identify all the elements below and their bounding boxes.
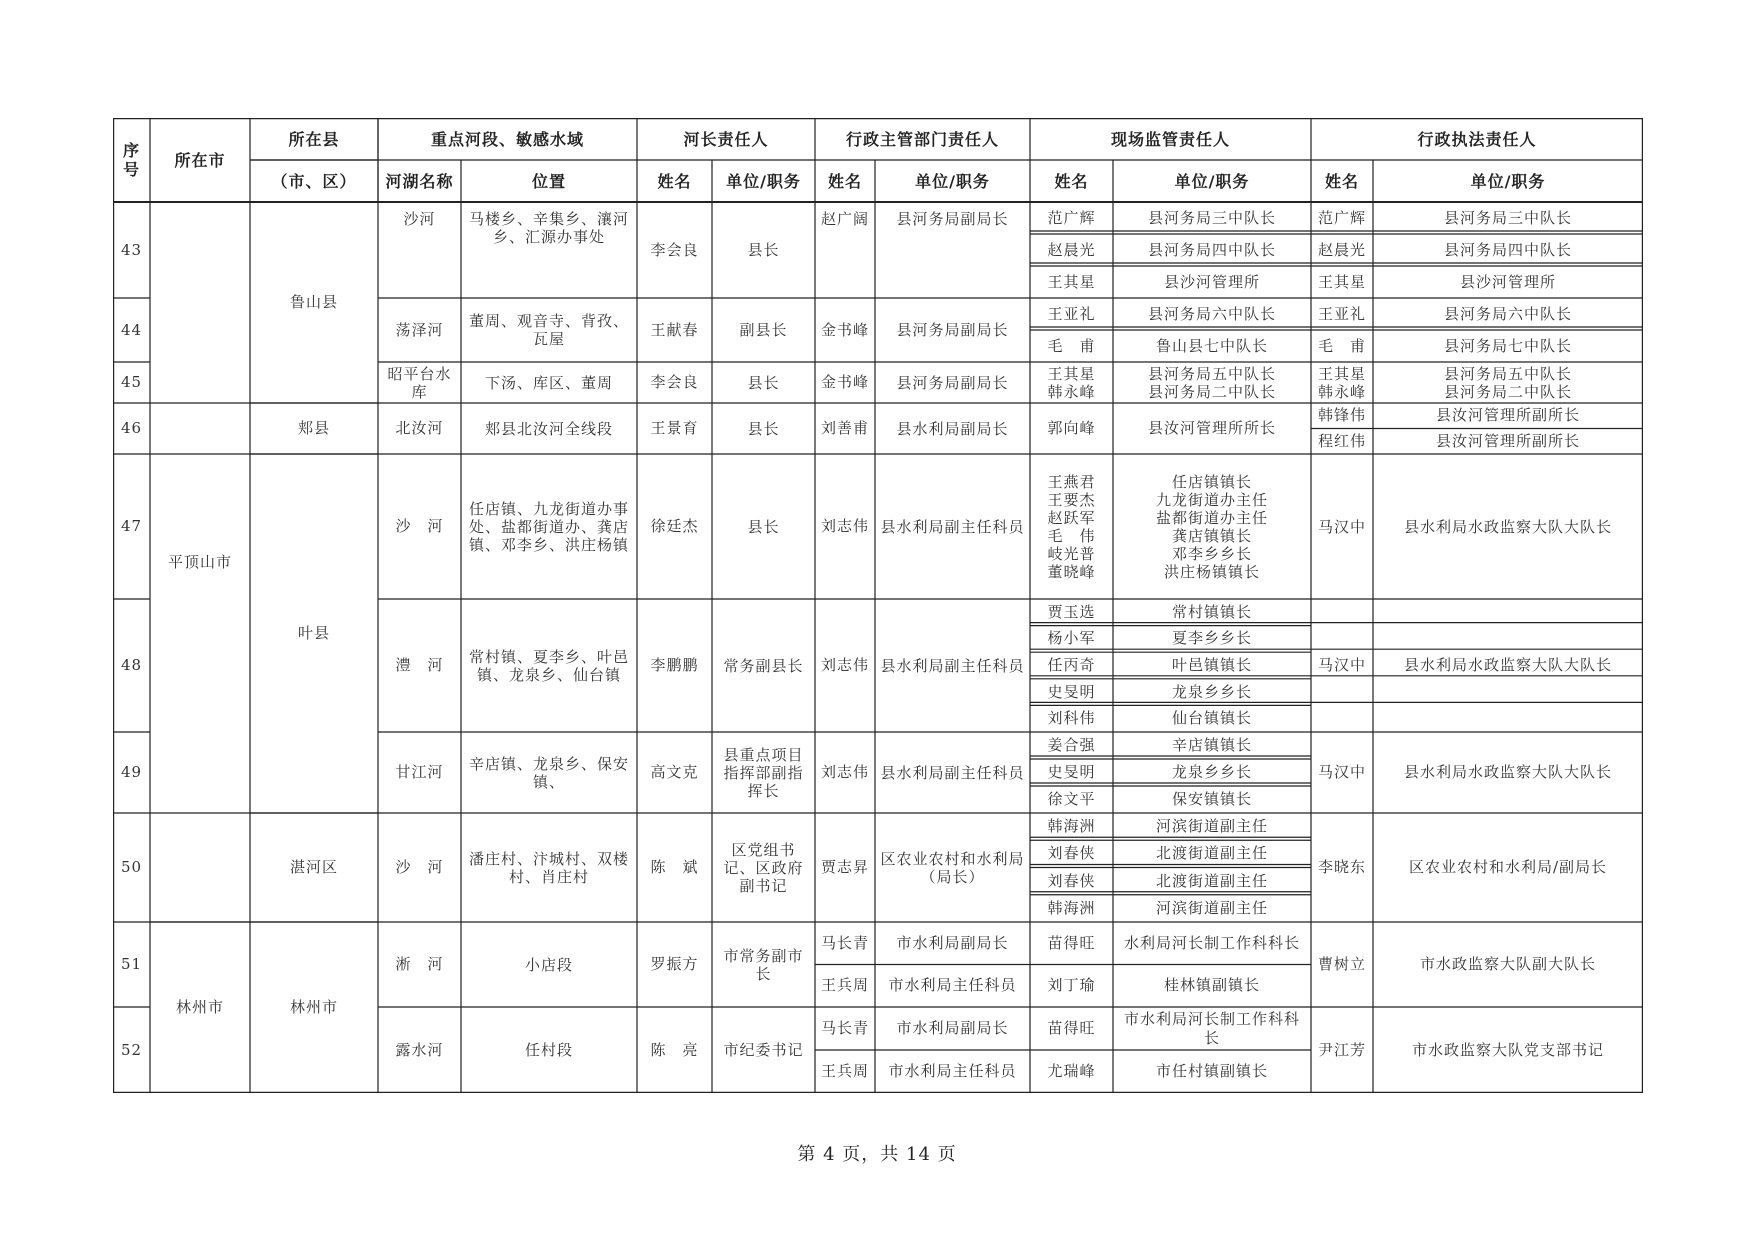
law-unit-cell: 县河务局三中队长 [1443, 208, 1572, 227]
law-unit-cell: 县水利局水政监察大队大队长 [1403, 763, 1612, 781]
header-name: 姓名 [827, 171, 862, 191]
chief-name-cell: 高文克 [650, 763, 699, 781]
admin-unit-cell: 县水利局副主任科员 [880, 517, 1025, 536]
chief-name-cell: 李鹏鹏 [650, 656, 699, 674]
site-unit-cell: 桂林镇副镇长 [1163, 976, 1260, 995]
law-unit-cell: 县河务局七中队长 [1443, 336, 1572, 355]
law-unit-cell [1373, 362, 1643, 403]
admin-name-cell: 王兵周 [820, 1062, 869, 1080]
law-name-cell: 王亚礼 [1317, 304, 1366, 323]
site-unit-cell [1113, 454, 1311, 599]
site-unit: 九龙街道办主任 [1155, 490, 1268, 509]
law-name: 王其星 [1317, 364, 1366, 383]
site-name-cell [1030, 362, 1113, 403]
seq-cell: 43 [120, 240, 143, 259]
header-water: 重点河段、敏感水域 [430, 129, 584, 149]
city-cell: 林州市 [175, 998, 224, 1016]
chief-unit-cell: 市纪委书记 [723, 1041, 804, 1059]
site-name: 王燕君 [1047, 472, 1096, 491]
site-unit-cell: 鲁山县七中队长 [1155, 336, 1268, 355]
law-name: 马汉中 [1317, 517, 1366, 536]
chief-unit-cell: 副县长 [739, 321, 788, 339]
chief-unit-cell: 常务副县长 [723, 656, 804, 675]
site-name-cell: 赵晨光 [1047, 240, 1096, 259]
site-unit-cell: 辛店镇镇长 [1171, 736, 1252, 754]
river-name-cell: 北汝河 [395, 419, 444, 437]
responsibility-table [113, 118, 1643, 1093]
site-name-cell: 任丙奇 [1047, 655, 1096, 674]
admin-name-cell: 刘志伟 [820, 656, 869, 674]
site-name-cell: 王其星 [1047, 272, 1096, 291]
site-unit-cell: 县汝河管理所所长 [1147, 419, 1276, 437]
site-name-cell: 刘科伟 [1047, 709, 1096, 728]
site-name: 毛 伟 [1047, 526, 1096, 545]
site-name-cell: 韩海洲 [1047, 817, 1096, 836]
admin-unit-cell: 市水利局主任科员 [888, 976, 1017, 995]
location-cell: 辛店镇、龙泉乡、保安镇、 [468, 754, 629, 791]
law-unit-cell [1373, 454, 1643, 599]
law-name-cell: 范广辉 [1317, 208, 1366, 227]
header-law: 行政执法责任人 [1417, 129, 1537, 149]
admin-unit-cell: 县水利局副主任科员 [880, 656, 1025, 675]
city-cell: 平顶山市 [167, 552, 232, 571]
site-name: 董晓峰 [1047, 562, 1096, 581]
chief-unit-cell: 区党组书记、区政府副书记 [723, 840, 804, 895]
header-name: 姓名 [1054, 171, 1089, 191]
site-unit-cell: 龙泉乡乡长 [1171, 682, 1252, 701]
site-name-cell: 姜合强 [1047, 736, 1096, 754]
site-name-cell: 徐文平 [1047, 790, 1096, 808]
county-cell: 郏县 [297, 419, 330, 437]
location-cell: 任村段 [524, 1041, 573, 1059]
site-name-cell: 刘丁瑜 [1047, 976, 1096, 995]
chief-name-cell: 陈 亮 [650, 1040, 699, 1059]
site-name-cell: 王亚礼 [1047, 304, 1096, 323]
site-unit-cell: 市任村镇副镇长 [1155, 1062, 1268, 1080]
header-site: 现场监管责任人 [1110, 129, 1230, 149]
chief-name-cell: 徐廷杰 [650, 517, 699, 535]
admin-unit-cell: 县水利局副主任科员 [880, 763, 1025, 782]
site-name-cell: 杨小军 [1047, 629, 1096, 648]
seq-cell: 45 [120, 373, 143, 391]
site-name-cell: 苗得旺 [1047, 1019, 1096, 1037]
location-cell: 常村镇、夏李乡、叶邑镇、龙泉乡、仙台镇 [468, 647, 629, 684]
site-unit: 任店镇镇长 [1171, 472, 1252, 491]
header-name: 姓名 [657, 171, 692, 191]
location-cell: 郏县北汝河全线段 [484, 419, 613, 438]
law-name-cell: 马汉中 [1317, 763, 1366, 781]
site-unit-cell: 北渡街道副主任 [1155, 844, 1268, 863]
admin-unit-cell: 区农业农村和水利局（局长） [880, 849, 1025, 886]
law-unit: 县河务局五中队长 [1443, 364, 1572, 383]
law-name-cell: 王其星 [1317, 272, 1366, 291]
site-name-cell: 苗得旺 [1047, 933, 1096, 952]
admin-unit-cell: 市水利局主任科员 [888, 1062, 1017, 1080]
site-name-cell: 史旻明 [1047, 682, 1096, 701]
site-unit: 县河务局二中队长 [1147, 382, 1276, 401]
site-name: 赵跃军 [1047, 508, 1096, 527]
admin-name-cell: 刘志伟 [820, 763, 869, 781]
county-cell: 叶县 [297, 624, 330, 642]
law-name-cell [1311, 454, 1373, 599]
law-name-cell [1311, 362, 1373, 403]
header-seq: 序 号 [122, 141, 140, 179]
seq-cell: 49 [120, 763, 143, 781]
admin-unit-cell: 县河务局副局长 [896, 373, 1009, 392]
seq-cell: 52 [120, 1040, 143, 1059]
header-chief: 河长责任人 [683, 129, 769, 149]
location-cell: 任店镇、九龙街道办事处、盐都街道办、龚店镇、邓李乡、洪庄杨镇 [468, 499, 629, 554]
site-unit-cell: 夏李乡乡长 [1171, 629, 1252, 648]
site-unit: 邓李乡乡长 [1171, 544, 1252, 563]
county-cell: 湛河区 [289, 858, 338, 876]
header-city: 所在市 [174, 150, 226, 170]
header-location: 位置 [531, 171, 566, 191]
header-unit: 单位/职务 [1470, 171, 1546, 191]
river-name-cell: 沙 河 [395, 858, 444, 876]
river-name-cell: 荡泽河 [395, 320, 444, 339]
admin-name-cell: 刘志伟 [820, 517, 869, 535]
site-name-cell: 刘春侠 [1047, 844, 1096, 863]
law-unit: 县水利局水政监察大队大队长 [1403, 517, 1612, 536]
location-cell: 潘庄村、汴城村、双楼村、肖庄村 [468, 849, 629, 886]
header-county-sub: （市、区） [271, 171, 357, 191]
law-name-cell: 赵晨光 [1317, 240, 1366, 259]
chief-name-cell: 李会良 [650, 373, 699, 391]
admin-name-cell: 赵广阔 [820, 210, 869, 228]
chief-unit-cell: 县重点项目指挥部副指挥长 [723, 745, 804, 800]
chief-name-cell: 王景育 [650, 419, 699, 437]
seq-cell: 48 [120, 656, 143, 674]
site-name-cell: 史旻明 [1047, 763, 1096, 781]
admin-name-cell: 贾志昇 [820, 858, 869, 876]
chief-name-cell: 罗振方 [650, 955, 699, 973]
page-number: 第 4 页，共 14 页 [797, 1144, 957, 1165]
site-unit-cell: 河滨街道副主任 [1155, 898, 1268, 917]
location-cell: 下汤、库区、董周 [484, 373, 613, 392]
law-name: 韩永峰 [1317, 382, 1366, 401]
site-unit-cell: 常村镇镇长 [1171, 602, 1252, 621]
site-unit: 洪庄杨镇镇长 [1163, 562, 1260, 581]
site-unit-cell: 县河务局四中队长 [1147, 240, 1276, 259]
law-unit-cell: 县汝河管理所副所长 [1435, 406, 1580, 425]
law-name-cell: 马汉中 [1317, 656, 1366, 674]
location-cell: 董周、观音寺、背孜、瓦屋 [468, 312, 629, 348]
law-name-cell: 尹江芳 [1317, 1040, 1366, 1059]
header-name: 姓名 [1324, 171, 1359, 191]
site-name-cell: 郭向峰 [1047, 419, 1096, 437]
site-unit-cell [1113, 362, 1311, 403]
county-cell: 林州市 [289, 998, 338, 1016]
law-unit-cell: 县汝河管理所副所长 [1435, 431, 1580, 450]
admin-unit-cell: 县河务局副局长 [896, 210, 1009, 228]
law-unit: 县河务局二中队长 [1443, 382, 1572, 401]
chief-name-cell: 王献春 [650, 320, 699, 339]
river-name-cell: 沙河 [403, 210, 436, 228]
admin-name-cell: 王兵周 [820, 976, 869, 995]
admin-unit-cell: 县河务局副局长 [896, 321, 1009, 339]
admin-name-cell: 金书峰 [820, 320, 869, 339]
site-unit-cell: 县河务局六中队长 [1147, 304, 1276, 323]
header-county: 所在县 [288, 129, 340, 149]
river-name-cell: 沙 河 [395, 517, 444, 535]
law-unit-cell: 区农业农村和水利局/副局长 [1408, 858, 1608, 876]
header-unit: 单位/职务 [1174, 171, 1250, 191]
site-unit-cell: 龙泉乡乡长 [1171, 763, 1252, 781]
site-unit-cell: 河滨街道副主任 [1155, 817, 1268, 836]
admin-name-cell: 刘善甫 [820, 419, 869, 437]
seq-cell: 44 [120, 320, 143, 339]
location-cell: 马楼乡、辛集乡、瀼河乡、汇源办事处 [468, 210, 629, 246]
law-unit-cell: 市水政监察大队副大队长 [1419, 955, 1596, 973]
law-unit-cell: 县河务局六中队长 [1443, 304, 1572, 323]
site-unit-cell: 保安镇镇长 [1171, 790, 1252, 808]
law-name-cell: 程红伟 [1317, 431, 1366, 450]
site-name-cell: 刘春侠 [1047, 871, 1096, 890]
admin-name-cell: 马长青 [820, 933, 869, 952]
site-unit-cell: 县河务局三中队长 [1147, 208, 1276, 227]
river-name-cell: 露水河 [395, 1040, 444, 1059]
river-name-cell: 澧 河 [395, 656, 444, 674]
law-name-cell: 韩锋伟 [1317, 406, 1366, 425]
site-name: 王其星 [1047, 364, 1096, 383]
site-name-cell: 尤瑞峰 [1047, 1062, 1096, 1080]
law-unit-cell: 市水政监察大队党支部书记 [1411, 1040, 1604, 1059]
seq-cell: 47 [120, 517, 143, 535]
site-name-cell: 韩海洲 [1047, 898, 1096, 917]
law-name-cell: 曹树立 [1317, 955, 1366, 973]
site-unit: 县河务局五中队长 [1147, 364, 1276, 383]
law-name-cell: 李晓东 [1317, 858, 1366, 876]
chief-name-cell: 李会良 [650, 240, 699, 259]
seq-cell: 51 [120, 955, 143, 973]
admin-name-cell: 金书峰 [820, 373, 869, 391]
site-name: 岐光普 [1047, 544, 1096, 563]
header-admin: 行政主管部门责任人 [845, 129, 999, 149]
admin-unit-cell: 县水利局副局长 [896, 419, 1009, 438]
site-unit-cell: 县沙河管理所 [1163, 272, 1260, 291]
header-river-name: 河湖名称 [385, 171, 454, 191]
site-name-cell [1030, 454, 1113, 599]
river-name-cell: 淅 河 [395, 955, 444, 973]
chief-name-cell: 陈 斌 [650, 858, 699, 876]
site-unit-cell: 叶邑镇镇长 [1171, 655, 1252, 674]
header-unit: 单位/职务 [915, 171, 990, 191]
site-name-cell: 贾玉选 [1047, 602, 1096, 621]
seq-cell: 50 [120, 858, 143, 876]
site-name: 韩永峰 [1047, 382, 1096, 401]
admin-name-cell: 马长青 [820, 1019, 869, 1037]
chief-unit-cell: 市常务副市长 [723, 946, 804, 983]
site-unit-cell: 北渡街道副主任 [1155, 871, 1268, 890]
site-name: 王要杰 [1047, 490, 1096, 509]
chief-unit-cell: 县长 [747, 517, 780, 536]
site-unit: 盐都街道办主任 [1155, 508, 1268, 527]
admin-unit-cell: 市水利局副局长 [896, 1019, 1009, 1037]
header-unit: 单位/职务 [726, 171, 801, 191]
chief-unit-cell: 县长 [747, 419, 780, 438]
admin-unit-cell: 市水利局副局长 [896, 933, 1009, 952]
site-unit: 龚店镇镇长 [1171, 526, 1252, 545]
law-unit-cell: 县沙河管理所 [1459, 272, 1556, 291]
site-name-cell: 毛 甫 [1047, 336, 1096, 355]
site-unit-cell: 市水利局河长制工作科科长 [1123, 1009, 1300, 1047]
chief-unit-cell: 县长 [747, 241, 780, 259]
law-unit-cell: 县河务局四中队长 [1443, 240, 1572, 259]
river-name-cell: 甘江河 [395, 763, 444, 781]
law-name-cell: 毛 甫 [1317, 336, 1366, 355]
county-cell: 鲁山县 [289, 293, 338, 311]
law-unit-cell: 县水利局水政监察大队大队长 [1403, 656, 1612, 674]
site-unit-cell: 水利局河长制工作科科长 [1123, 933, 1300, 952]
site-name-cell: 范广辉 [1047, 208, 1096, 227]
site-unit-cell: 仙台镇镇长 [1171, 709, 1252, 728]
chief-unit-cell: 县长 [747, 373, 780, 392]
river-name-cell: 昭平台水库 [387, 364, 452, 401]
seq-cell: 46 [120, 419, 143, 437]
location-cell: 小店段 [524, 955, 573, 974]
